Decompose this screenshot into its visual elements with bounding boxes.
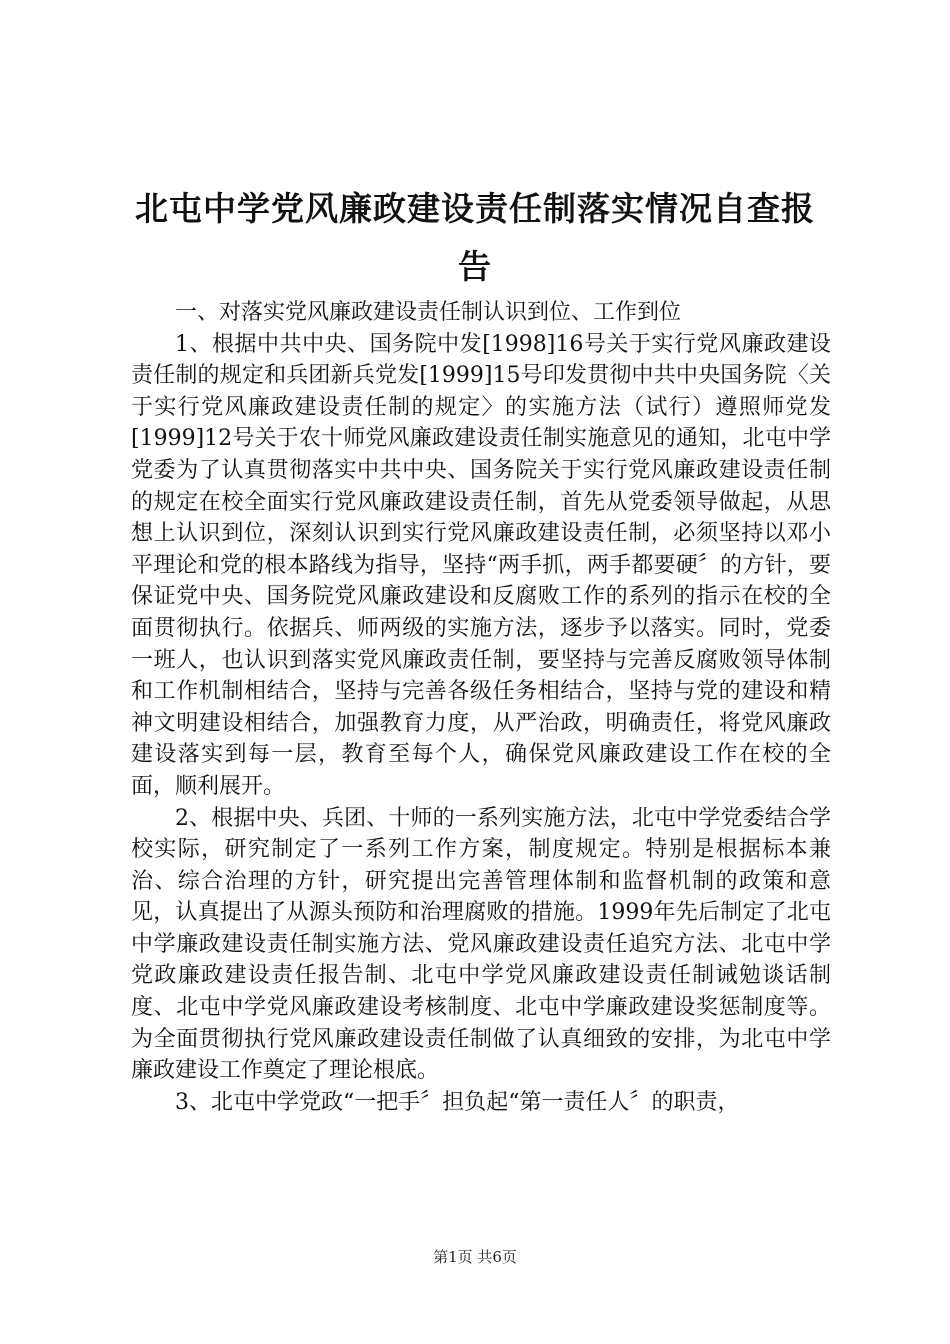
paragraph-3: 3、北屯中学党政“一把手〞担负起“第一责任人〞的职责， xyxy=(175,1089,740,1115)
paragraph-1: 1、根据中共中央、国务院中发[1998]16号关于实行党风廉政建设责任制的规定和兵团新兵党发[1999]15号印发贯彻中共中央国务院〈关于实行党风廉政建设责任制的规定〉的实施方法（试行）遵照师党发[1999]12号关于农十师党风廉政建设责任制实施意见的通知，北屯中学党委为了认真贯彻落实中共中央、国务院关于实行党风廉政建设责任制的规定在校全面实行党风廉政建设责任制，首先从党委领导做起，从思想上认识到位，深刻认识到实行党风廉政建设责任制，必须坚持以邓小平理论和党的根本路线为指导，坚持“两手抓，两手都要硬〞的方针，要保证党中央、国务院党风廉政建设和反腐败工作的系列的指示在校的全面贯彻执行。依据兵、师两级的实施方法，逐步予以落实。同时，党委一班人，也认识到落实党风廉政责任制，要坚持与完善反腐败领导体制和工作机制相结合，坚持与完善各级任务相结合，坚持与党的建设和精神文明建设相结合，加强教育力度，从严治政，明确责任，将党风廉政建设落实到每一层，教育至每个人，确保党风廉政建设工作在校的全面，顺利展开。 xyxy=(131,331,831,799)
page-footer xyxy=(0,1246,950,1267)
paragraph-2: 2、根据中央、兵团、十师的一系列实施方法，北屯中学党委结合学校实际，研究制定了一系列工作方案，制度规定。特别是根据标本兼治、综合治理的方针，研究提出完善管理体制和监督机制的政策和意见，认真提出了从源头预防和治理腐败的措施。1999年先后制定了北屯中学廉政建设责任制实施方法、党风廉政建设责任追究方法、北屯中学党政廉政建设责任报告制、北屯中学党风廉政建设责任制诫勉谈话制度、北屯中学党风廉政建设考核制度、北屯中学廉政建设奖惩制度等。为全面贯彻执行党风廉政建设责任制做了认真细致的安排，为北屯中学廉政建设工作奠定了理论根底。 xyxy=(131,805,831,1084)
document-body xyxy=(131,297,831,1118)
section-heading: 一、对落实党风廉政建设责任制认识到位、工作到位 xyxy=(175,300,682,325)
document-title: 北屯中学党风廉政建设责任制落实情况自查报告 xyxy=(135,189,815,286)
page-number: 第1页 共6页 xyxy=(433,1248,517,1266)
